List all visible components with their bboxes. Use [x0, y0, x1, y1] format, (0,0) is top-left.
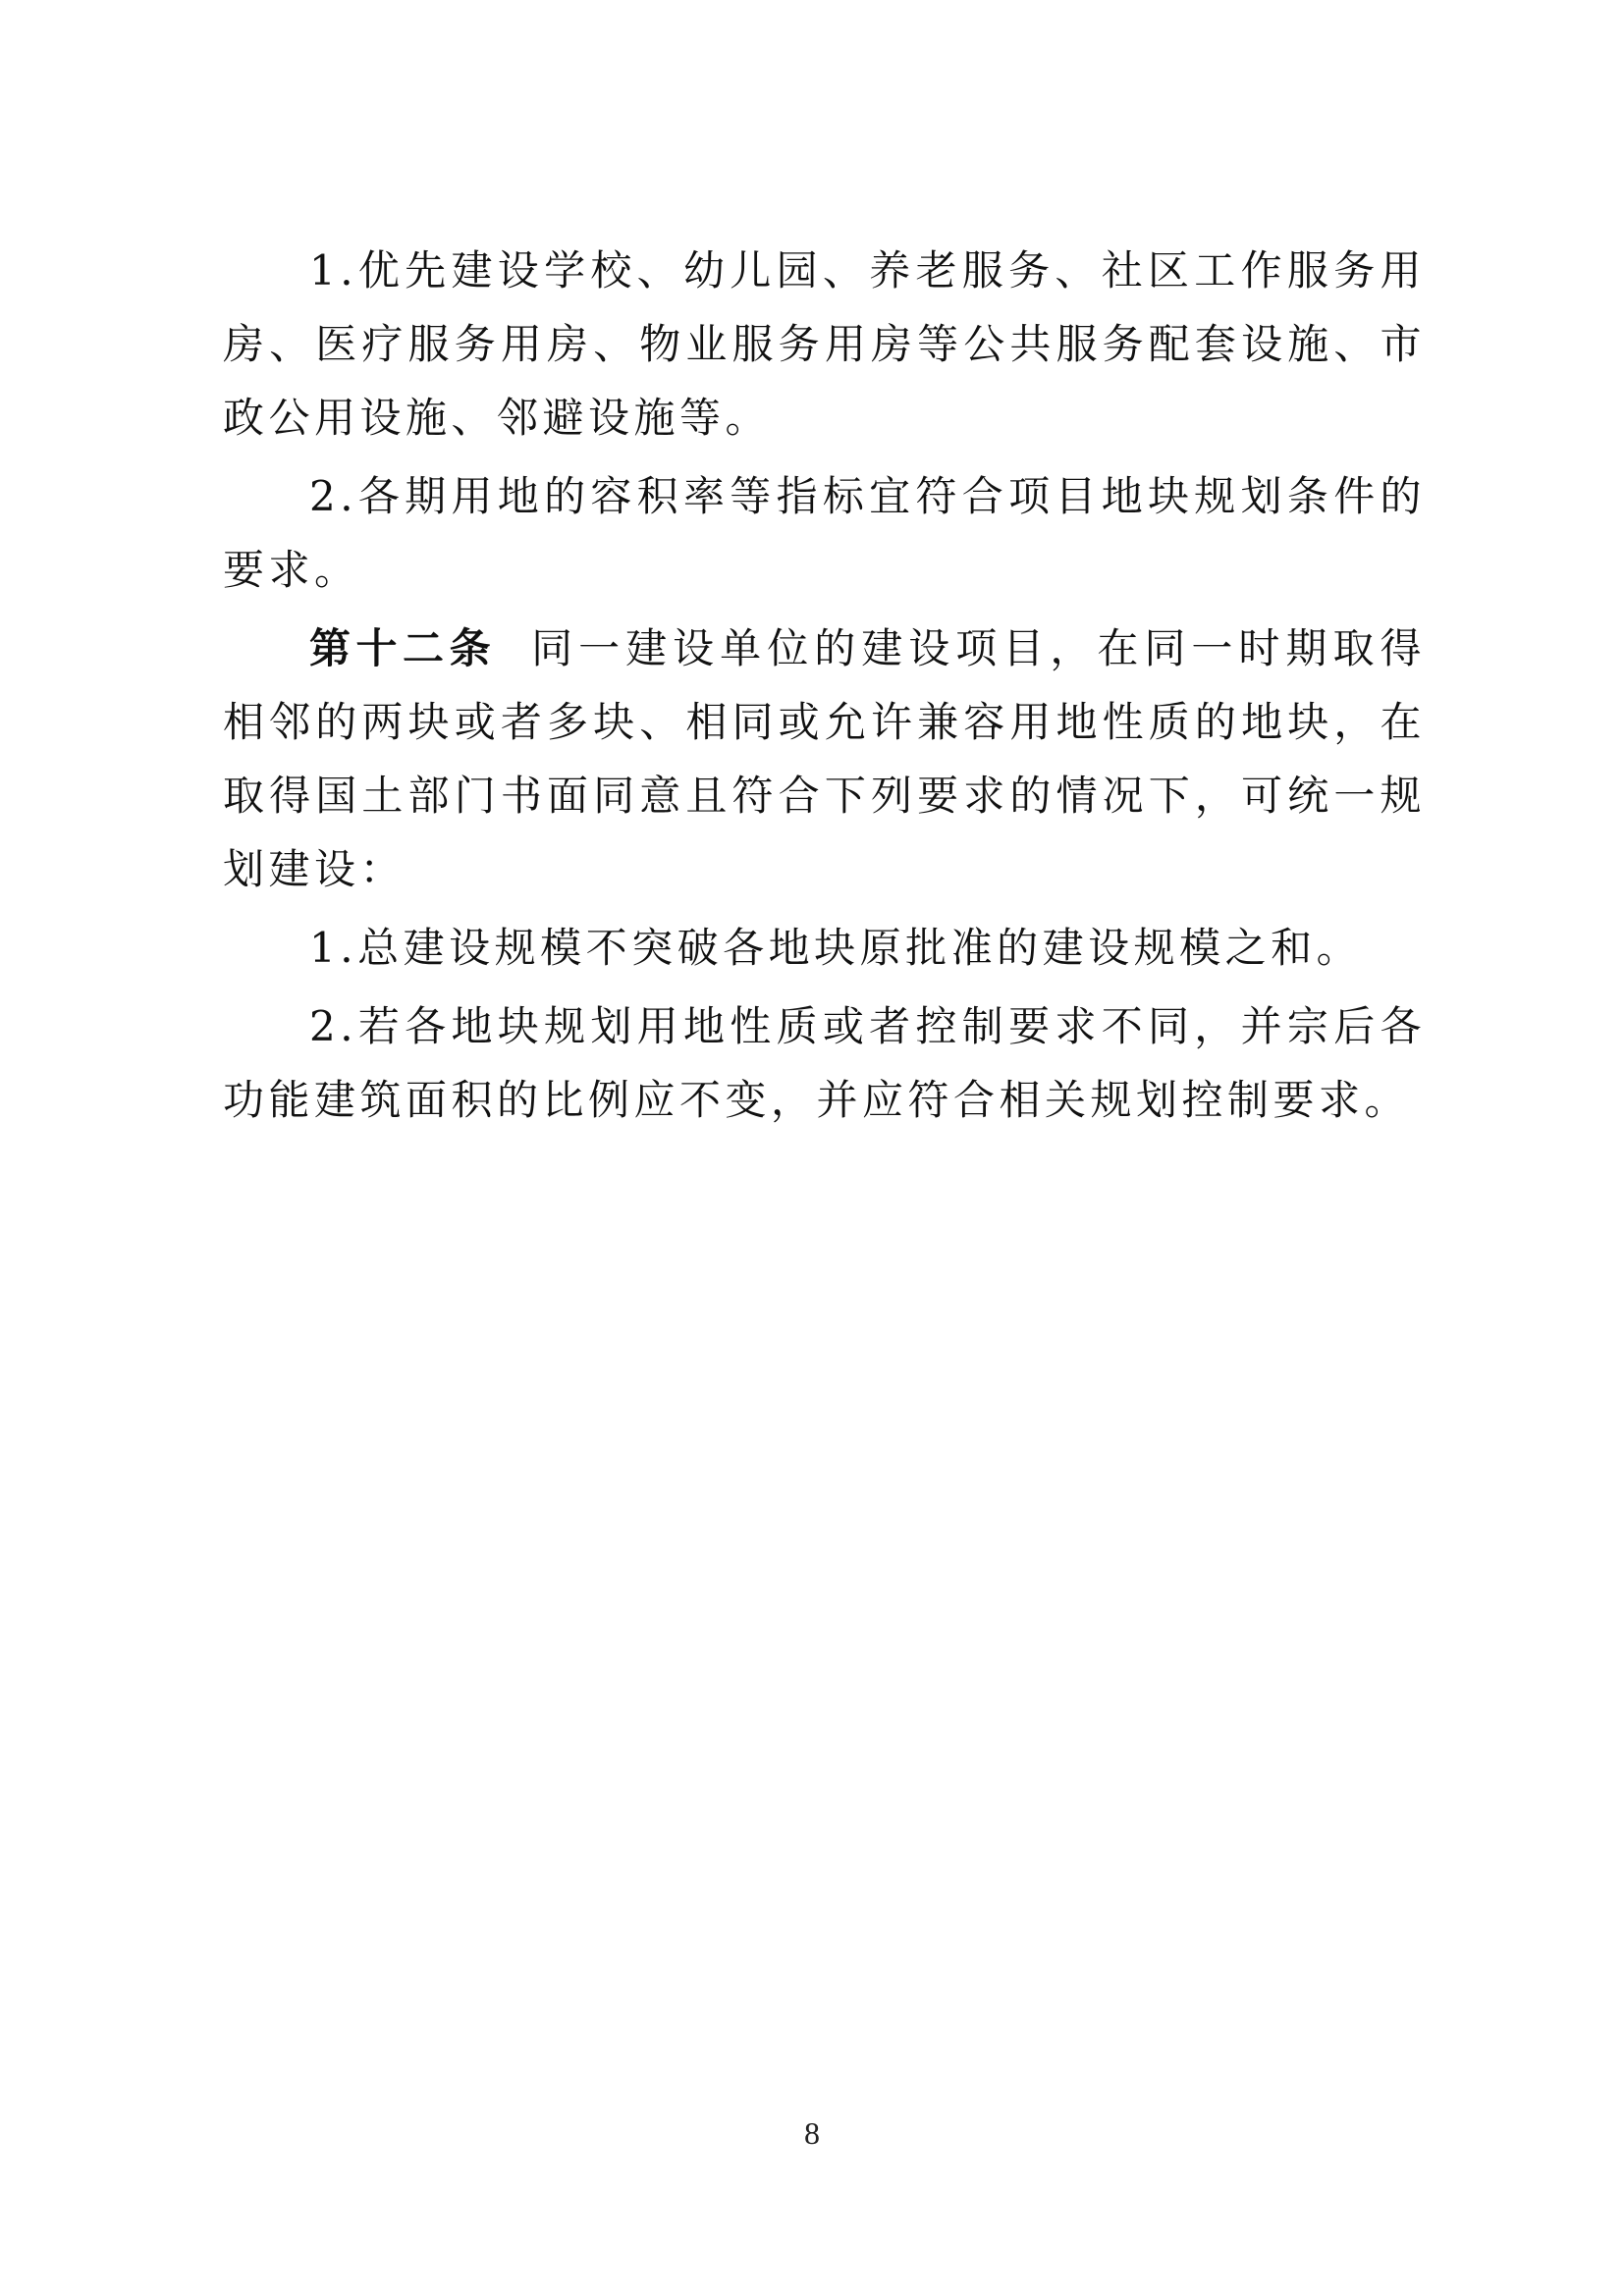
- article-heading: 第十二条: [309, 624, 497, 672]
- paragraph-article-12: [223, 612, 1426, 906]
- paragraph-text: 1.总建设规模不突破各地块原批准的建设规模之和。: [309, 924, 1363, 972]
- page-body: [223, 234, 1426, 1142]
- paragraph-function-ratio: [223, 989, 1426, 1137]
- paragraph-priority-facilities: [223, 234, 1426, 454]
- paragraph-text: 2.各期用地的容积率等指标宜符合项目地块规划条件的要求。: [223, 472, 1426, 594]
- paragraph-plot-ratio: [223, 459, 1426, 607]
- page-number: 8: [804, 2115, 820, 2151]
- paragraph-total-scale: [223, 911, 1426, 985]
- paragraph-text: 2.若各地块规划用地性质或者控制要求不同，并宗后各功能建筑面积的比例应不变，并应符合相关规划控制要求。: [223, 1002, 1426, 1124]
- paragraph-text: 同一建设单位的建设项目，在同一时期取得相邻的两块或者多块、相同或允许兼容用地性质的地块，在取得国土部门书面同意且符合下列要求的情况下，可统一规划建设：: [223, 624, 1426, 893]
- paragraph-text: 1.优先建设学校、幼儿园、养老服务、社区工作服务用房、医疗服务用房、物业服务用房等公共服务配套设施、市政公用设施、邻避设施等。: [223, 246, 1426, 442]
